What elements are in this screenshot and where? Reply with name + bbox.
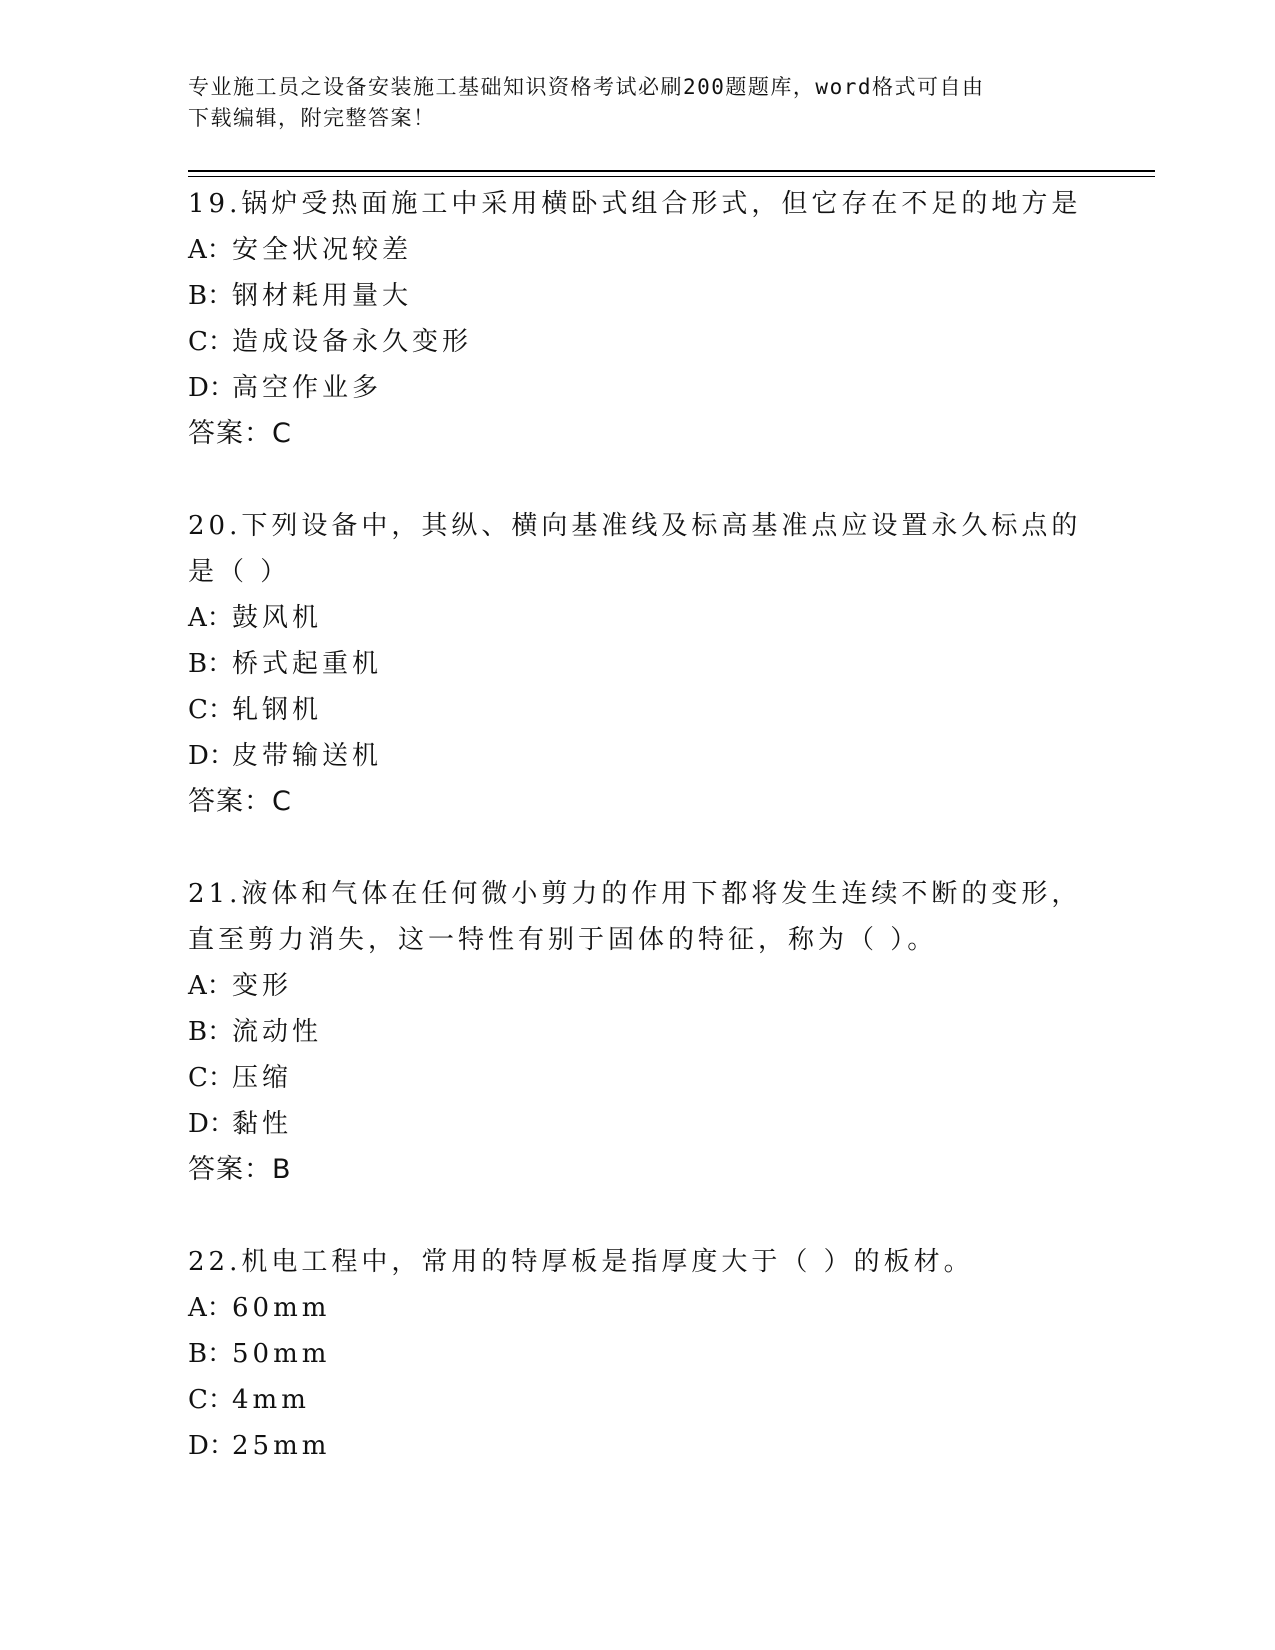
document-page — [188, 72, 1155, 1469]
option-c — [188, 687, 1155, 733]
option-text: 4mm — [232, 1385, 310, 1415]
option-text: 造成设备永久变形 — [232, 327, 473, 357]
option-c — [188, 319, 1155, 365]
option-letter: D： — [188, 1109, 235, 1139]
question-stem: 21.液体和气体在任何微小剪力的作用下都将发生连续不断的变形，直至剪力消失，这一特性有别于固体的特征，称为（ ）。 — [188, 879, 1082, 955]
option-text: 变形 — [232, 971, 293, 1001]
option-a — [188, 1285, 1155, 1331]
option-letter: A： — [188, 1293, 233, 1323]
option-text: 高空作业多 — [232, 373, 383, 403]
option-text: 轧钢机 — [232, 695, 323, 725]
option-letter: B： — [188, 649, 234, 679]
question-gap — [188, 457, 1155, 503]
option-text: 鼓风机 — [232, 603, 323, 633]
header-line-1: 专业施工员之设备安装施工基础知识资格考试必刷200题题库，word格式可自由 — [188, 75, 985, 99]
option-b — [188, 1331, 1155, 1377]
option-letter: A： — [188, 603, 233, 633]
option-b — [188, 1009, 1155, 1055]
option-letter: C： — [188, 1063, 234, 1093]
question-stem: 22.机电工程中，常用的特厚板是指厚度大于（ ）的板材。 — [188, 1247, 974, 1277]
option-text: 皮带输送机 — [232, 741, 383, 771]
option-c — [188, 1377, 1155, 1423]
option-letter: C： — [188, 327, 234, 357]
option-letter: A： — [188, 235, 233, 265]
question-stem: 20.下列设备中，其纵、横向基准线及标高基准点应设置永久标点的是（ ） — [188, 511, 1082, 587]
question-gap — [188, 1193, 1155, 1239]
option-text: 60mm — [232, 1293, 331, 1323]
option-text: 25mm — [232, 1431, 331, 1461]
option-letter: B： — [188, 1339, 234, 1369]
option-letter: B： — [188, 1017, 234, 1047]
option-d — [188, 733, 1155, 779]
option-text: 压缩 — [232, 1063, 293, 1093]
answer-line: 答案：C — [188, 418, 292, 449]
option-letter: A： — [188, 971, 233, 1001]
answer-line: 答案：C — [188, 786, 292, 817]
option-letter: C： — [188, 695, 234, 725]
header-line-2: 下载编辑，附完整答案！ — [188, 106, 436, 130]
option-letter: D： — [188, 1431, 235, 1461]
answer-line: 答案：B — [188, 1154, 292, 1185]
option-text: 钢材耗用量大 — [232, 281, 413, 311]
question-21 — [188, 871, 1155, 1239]
option-text: 流动性 — [232, 1017, 323, 1047]
question-19 — [188, 181, 1155, 503]
header-divider — [188, 170, 1155, 177]
question-gap — [188, 825, 1155, 871]
option-letter: B： — [188, 281, 234, 311]
option-text: 安全状况较差 — [232, 235, 413, 265]
option-d — [188, 1101, 1155, 1147]
option-text: 桥式起重机 — [232, 649, 383, 679]
option-a — [188, 963, 1155, 1009]
option-c — [188, 1055, 1155, 1101]
option-d — [188, 365, 1155, 411]
document-header — [188, 72, 1088, 134]
question-stem: 19.锅炉受热面施工中采用横卧式组合形式，但它存在不足的地方是 — [188, 189, 1082, 219]
option-b — [188, 641, 1155, 687]
question-22 — [188, 1239, 1155, 1469]
option-letter: C： — [188, 1385, 234, 1415]
option-a — [188, 227, 1155, 273]
option-a — [188, 595, 1155, 641]
question-20 — [188, 503, 1155, 871]
option-d — [188, 1423, 1155, 1469]
option-text: 黏性 — [232, 1109, 293, 1139]
option-letter: D： — [188, 373, 235, 403]
option-letter: D： — [188, 741, 235, 771]
option-b — [188, 273, 1155, 319]
option-text: 50mm — [232, 1339, 331, 1369]
